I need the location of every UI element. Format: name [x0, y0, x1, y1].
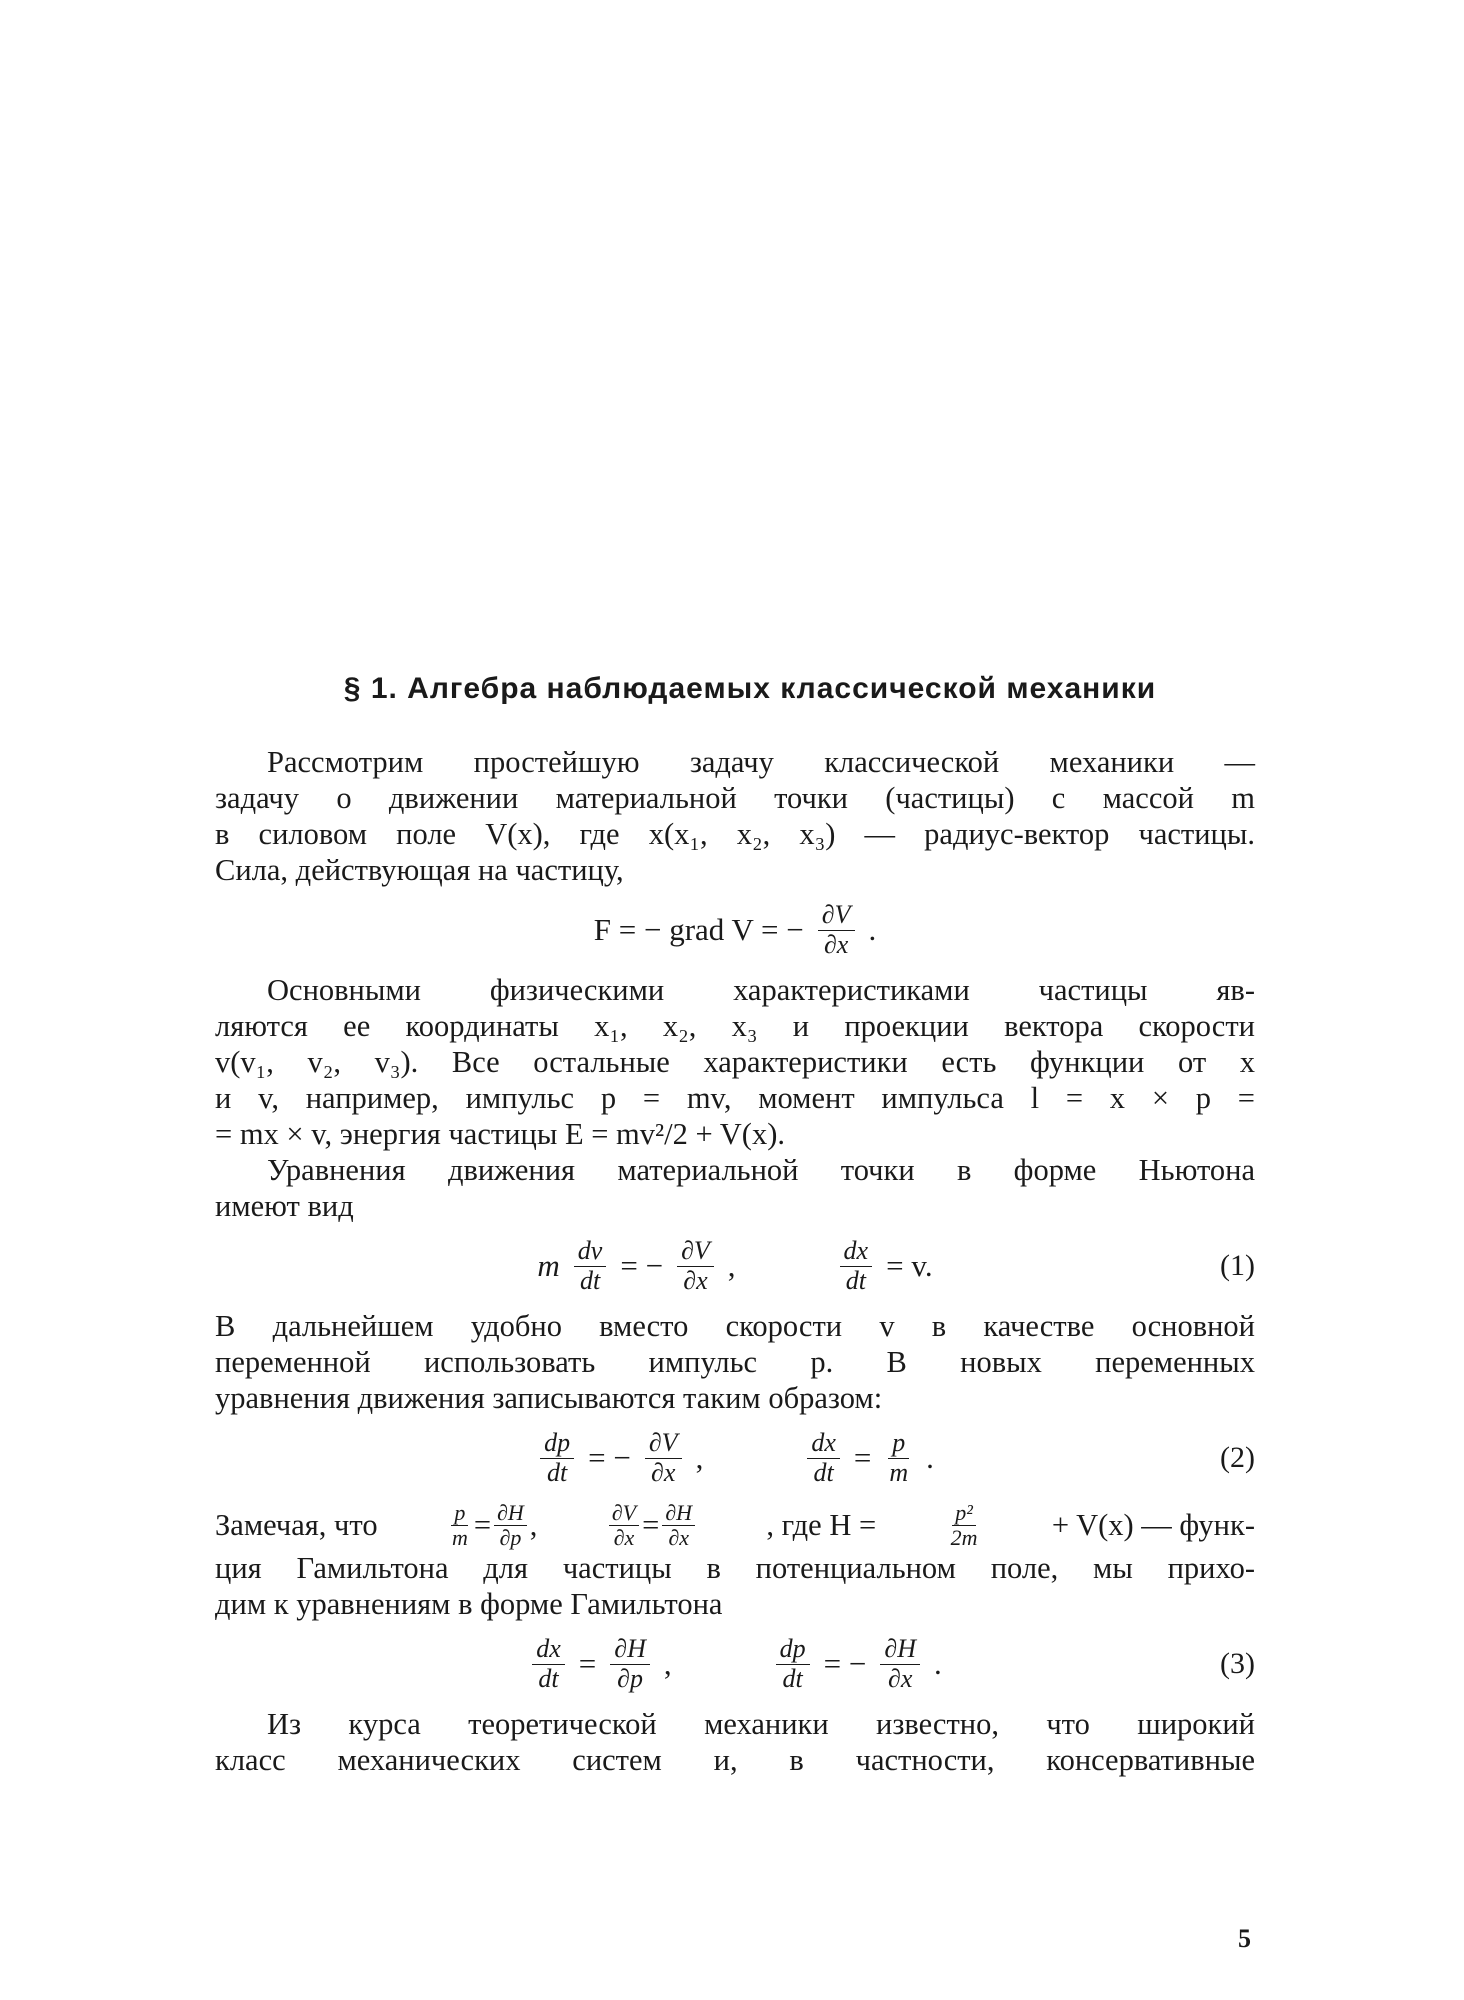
equation-text: , — [663, 1646, 672, 1681]
fraction-numerator: ∂H — [610, 1635, 650, 1665]
fraction-denominator: ∂x — [613, 1524, 635, 1550]
fraction-numerator: dp — [776, 1635, 810, 1665]
fraction-numerator: p² — [952, 1501, 976, 1525]
equation-3 — [215, 1622, 1255, 1706]
equation-text: . — [868, 912, 877, 947]
equation-text: , — [727, 1248, 736, 1283]
fraction — [609, 1501, 639, 1548]
fraction-denominator: m — [889, 1457, 909, 1487]
text-line: Рассмотрим простейшую задачу классической механики — — [267, 745, 1255, 779]
text-line: переменной использовать импульс p. В новых переменных — [215, 1345, 1255, 1379]
fraction-numerator: ∂V — [609, 1501, 639, 1525]
text-line: В дальнейшем удобно вместо скорости v в качестве основной — [215, 1309, 1255, 1343]
fraction-numerator: p — [451, 1501, 468, 1525]
fraction — [532, 1635, 565, 1693]
fraction — [677, 1237, 714, 1295]
text-line: имеют вид — [215, 1189, 354, 1223]
fraction — [645, 1429, 682, 1487]
text-line: Основными физическими характеристиками частицы яв- — [267, 973, 1255, 1007]
text-line: дим к уравнениям в форме Гамильтона — [215, 1587, 723, 1621]
fraction-denominator: ∂x — [683, 1265, 708, 1295]
fraction-numerator: ∂V — [645, 1429, 682, 1459]
fraction-denominator: dt — [546, 1457, 568, 1487]
fraction-denominator: dt — [538, 1663, 559, 1693]
text-line: уравнения движения записываются таким образом: — [215, 1381, 883, 1415]
inline-text: = — [473, 1508, 492, 1542]
fraction — [776, 1635, 810, 1693]
equation-text: F = − grad V = − — [593, 912, 804, 947]
paragraph-momentum — [215, 1308, 1255, 1416]
equation-text: , — [695, 1440, 704, 1475]
fraction — [818, 901, 855, 959]
inline-text: = — [642, 1508, 660, 1542]
text-line: = mx × v, энергия частицы E = mv²/2 + V(x). — [215, 1117, 785, 1151]
paragraph-newton — [215, 1152, 1255, 1224]
fraction-numerator: dx — [807, 1429, 840, 1459]
equation-1 — [215, 1224, 1255, 1308]
fraction — [807, 1429, 840, 1487]
page-number: 5 — [1238, 1924, 1251, 1953]
equation-text: . — [934, 1646, 942, 1681]
fraction-denominator: ∂x — [668, 1524, 689, 1550]
equation-text: . — [926, 1440, 934, 1475]
page-content — [215, 672, 1255, 1778]
text-line: v(v₁, v₂, v₃). Все остальные характеристики есть функции от x — [215, 1045, 1255, 1079]
paragraph-intro — [215, 744, 1255, 888]
equation-2 — [215, 1416, 1255, 1500]
fraction-numerator: ∂V — [677, 1237, 714, 1267]
fraction — [885, 1429, 912, 1487]
text-line: ляются ее координаты x₁, x₂, x₃ и проекции вектора скорости — [215, 1009, 1255, 1043]
fraction-denominator: ∂x — [823, 929, 849, 959]
text-line: Уравнения движения материальной точки в форме Ньютона — [267, 1153, 1255, 1187]
fraction — [494, 1501, 527, 1548]
inline-text: Замечая, что — [215, 1508, 378, 1542]
text-line — [215, 1500, 1255, 1550]
fraction — [880, 1635, 920, 1693]
fraction — [574, 1237, 607, 1295]
equation-text: m — [537, 1248, 560, 1283]
fraction-numerator: ∂V — [818, 901, 855, 931]
text-line: ция Гамильтона для частицы в потенциальном поле, мы прихо- — [215, 1551, 1255, 1585]
fraction-denominator: ∂p — [499, 1524, 522, 1550]
section-heading: § 1. Алгебра наблюдаемых классической механики — [343, 672, 1157, 705]
fraction-numerator: dx — [532, 1635, 565, 1665]
text-line: Из курса теоретической механики известно, что широкий — [267, 1707, 1255, 1741]
inline-text: , где H = — [766, 1508, 877, 1542]
equation-number: (2) — [1220, 1441, 1255, 1474]
equation-number: (3) — [1220, 1647, 1255, 1680]
fraction — [449, 1501, 471, 1548]
fraction-numerator: p — [888, 1429, 909, 1459]
inline-text: + V(x) — функ- — [1051, 1508, 1255, 1542]
equation-text: = — [853, 1440, 872, 1475]
fraction — [948, 1501, 981, 1548]
fraction-denominator: dt — [845, 1265, 866, 1295]
equation-force — [215, 888, 1255, 972]
paragraph-characteristics — [215, 972, 1255, 1152]
fraction-denominator: dt — [579, 1265, 601, 1295]
equation-number: (1) — [1220, 1249, 1255, 1282]
text-line: задачу о движении материальной точки (частицы) с массой m — [215, 781, 1255, 815]
fraction-denominator: ∂p — [617, 1663, 644, 1693]
fraction-numerator: ∂H — [494, 1501, 527, 1525]
paragraph-conservative — [215, 1706, 1255, 1778]
fraction-denominator: m — [451, 1524, 468, 1550]
fraction-denominator: ∂x — [651, 1457, 676, 1487]
equation-text: = − — [588, 1440, 631, 1475]
equation-text: = v. — [886, 1248, 933, 1283]
fraction-denominator: ∂x — [887, 1663, 913, 1693]
fraction-numerator: dp — [540, 1429, 574, 1459]
fraction — [840, 1237, 873, 1295]
text-line: и v, например, импульс p = mv, момент импульса l = x × p = — [215, 1081, 1255, 1115]
fraction-numerator: dv — [574, 1237, 607, 1267]
inline-text: , — [529, 1508, 538, 1542]
fraction-denominator: dt — [782, 1663, 803, 1693]
equation-text: = — [578, 1646, 597, 1681]
fraction-numerator: dx — [840, 1237, 873, 1267]
fraction — [610, 1635, 650, 1693]
fraction-numerator: ∂H — [662, 1501, 695, 1525]
fraction-numerator: ∂H — [880, 1635, 920, 1665]
text-line: Сила, действующая на частицу, — [215, 853, 624, 887]
text-line: класс механических систем и, в частности, консервативные — [215, 1743, 1255, 1777]
fraction — [662, 1501, 695, 1548]
text-line: в силовом поле V(x), где x(x₁, x₂, x₃) — радиус-вектор частицы. — [215, 817, 1255, 851]
fraction-denominator: dt — [813, 1457, 834, 1487]
equation-text: = − — [620, 1248, 664, 1283]
paragraph-hamiltonian — [215, 1500, 1255, 1622]
fraction — [540, 1429, 574, 1487]
fraction-denominator: 2m — [950, 1524, 978, 1550]
equation-text: = − — [823, 1646, 867, 1681]
